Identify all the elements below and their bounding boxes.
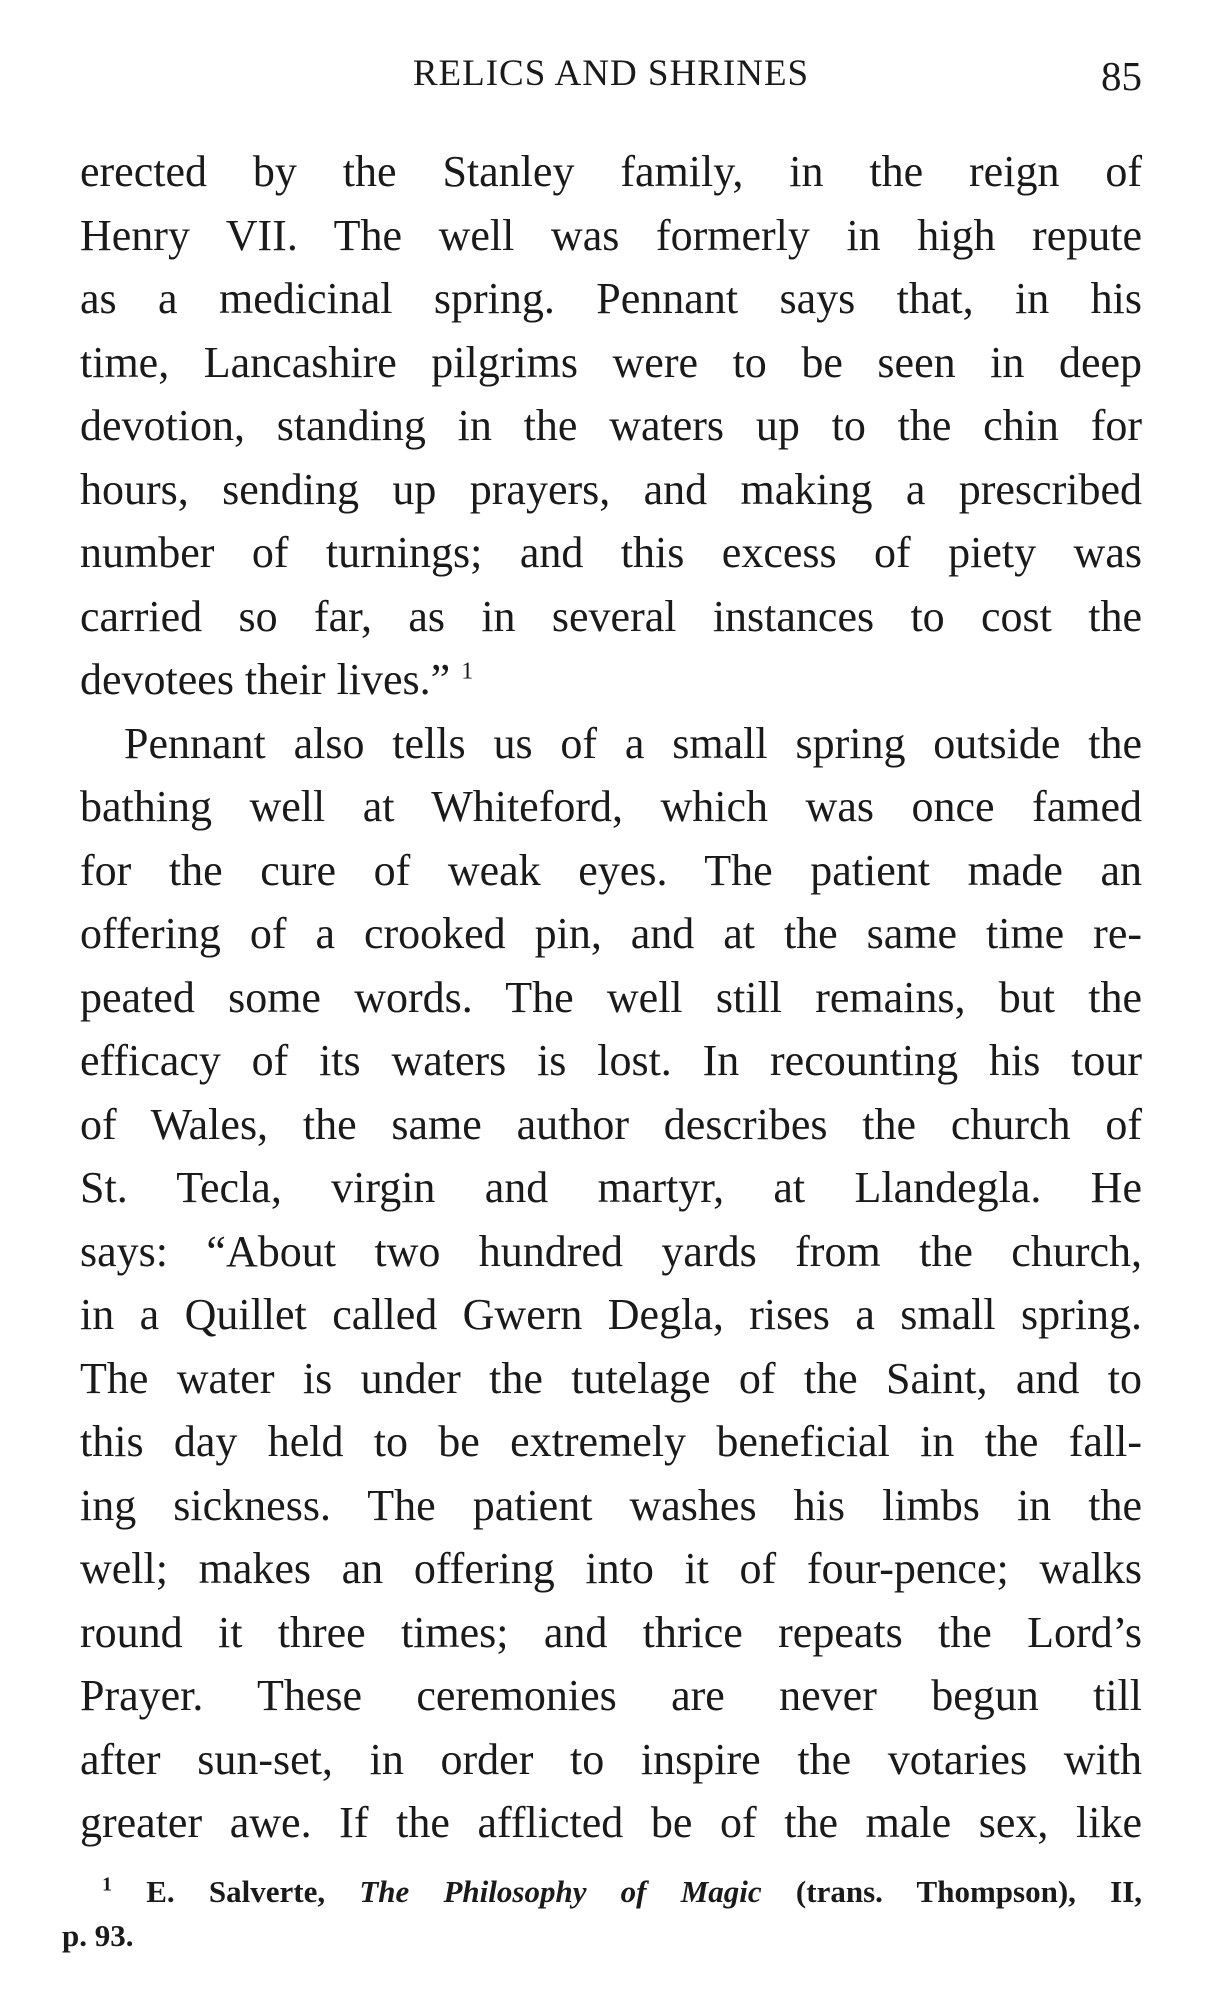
text-line: peated some words. The well still remains, but the — [80, 972, 1142, 1022]
text-line: greater awe. If the afflicted be of the male sex, like — [80, 1798, 1142, 1847]
text-line: in a Quillet called Gwern Degla, rises a small spring. — [80, 1290, 1142, 1339]
text-line: of Wales, the same author describes the church of — [80, 1099, 1142, 1149]
text-line: says: “About two hundred yards from the church, — [80, 1226, 1142, 1276]
text-line: The water is under the tutelage of the Saint, and to — [80, 1353, 1142, 1403]
footnote-line: p. 93. — [62, 1918, 134, 1953]
text-line: as a medicinal spring. Pennant says that, in his — [80, 274, 1142, 323]
text-line: this day held to be extremely beneficial in the fall- — [80, 1417, 1142, 1466]
text-line: carried so far, as in several instances to cost the — [80, 591, 1142, 641]
text-line: offering of a crooked pin, and at the same time re- — [80, 909, 1142, 958]
text-line: bathing well at Whiteford, which was once famed — [80, 782, 1142, 831]
footnote — [62, 1870, 1142, 1958]
text-line: after sun-set, in order to inspire the votaries with — [80, 1734, 1142, 1784]
running-title: RELICS AND SHRINES — [412, 53, 810, 94]
footnote-number: 1 — [102, 1873, 112, 1896]
text-line-paragraph-end — [80, 648, 1142, 712]
text-line: Henry VII. The well was formerly in high repute — [80, 210, 1142, 260]
footnote-line — [62, 1870, 1142, 1914]
text-line: for the cure of weak eyes. The patient made an — [80, 845, 1142, 895]
footnote-reference: 1 — [461, 658, 474, 685]
text-line: St. Tecla, virgin and martyr, at Llandegla. He — [80, 1163, 1142, 1212]
running-head — [80, 52, 1142, 102]
text-line: erected by the Stanley family, in the reign of — [80, 147, 1142, 196]
text-line: round it three times; and thrice repeats the Lord’s — [80, 1607, 1142, 1657]
text-line: well; makes an offering into it of four-pence; walks — [80, 1544, 1142, 1593]
text-line: ing sickness. The patient washes his limbs in the — [80, 1480, 1142, 1530]
text-line: time, Lancashire pilgrims were to be seen in deep — [80, 337, 1142, 387]
footnote-details: (trans. Thompson), II, — [795, 1874, 1143, 1909]
footnote-author: E. Salverte, — [146, 1874, 326, 1909]
footnote-work-title: The Philosophy of Magic — [359, 1874, 762, 1909]
text-line: efficacy of its waters is lost. In recounting his tour — [80, 1036, 1142, 1085]
text-line: hours, sending up prayers, and making a prescribed — [80, 464, 1142, 514]
text-line-content: devotees their lives.” — [80, 655, 451, 704]
text-line: number of turnings; and this excess of piety was — [80, 528, 1142, 577]
body-text — [80, 140, 1142, 1855]
text-line: Prayer. These ceremonies are never begun till — [80, 1671, 1142, 1720]
text-line-paragraph-start: Pennant also tells us of a small spring outside the — [124, 718, 1142, 768]
page-number: 85 — [1101, 53, 1142, 99]
text-line: devotion, standing in the waters up to the chin for — [80, 401, 1142, 450]
